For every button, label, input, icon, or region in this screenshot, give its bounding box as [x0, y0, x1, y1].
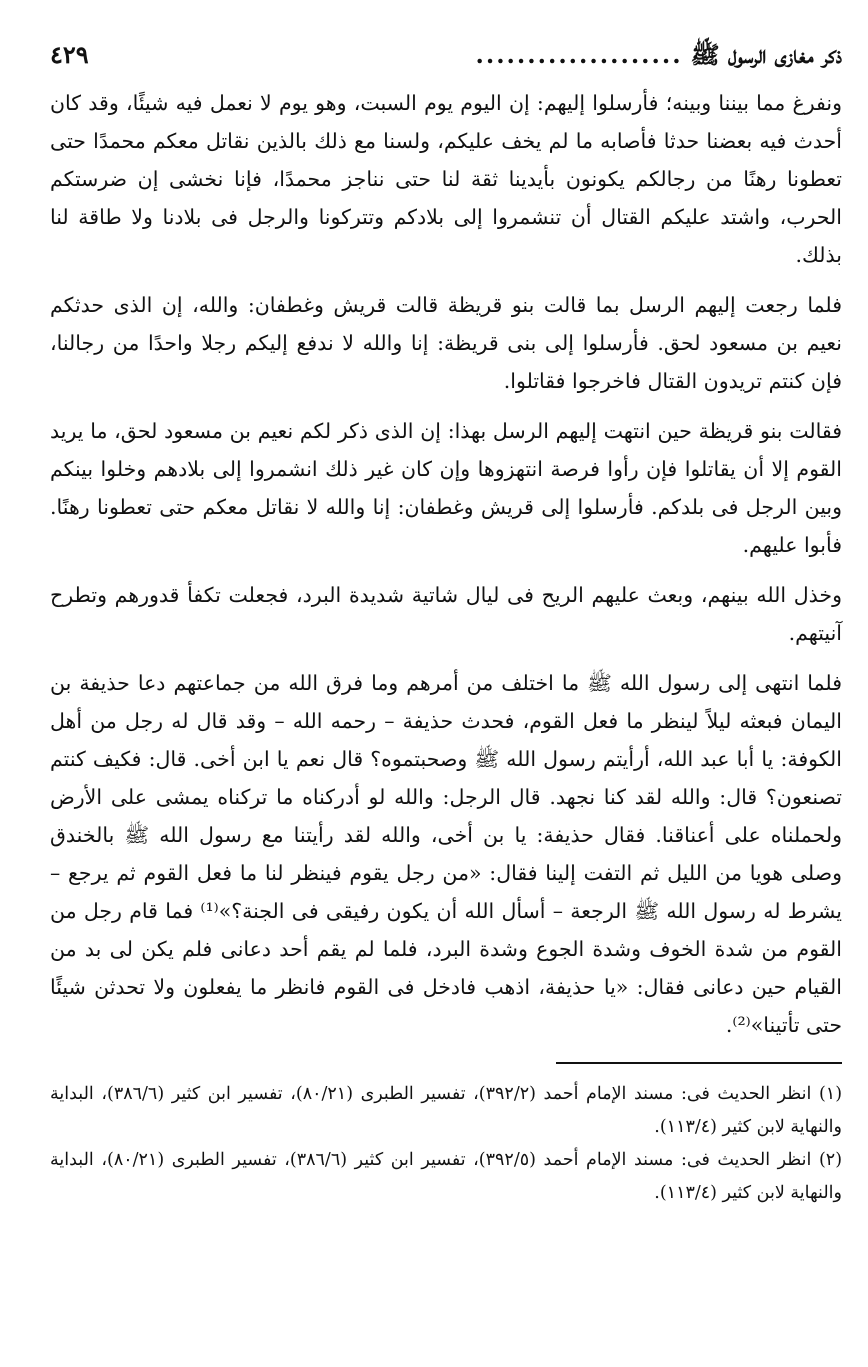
paragraph: ونفرغ مما بيننا وبينه؛ فأرسلوا إليهم: إن اليوم يوم السبت، وهو يوم لا نعمل فيه شيئًا، وقد كان أحدث فيه بعضنا حدثا فأصابه ما لم يخف عليكم، ولسنا مع ذلك بالذين نقاتل معكم محمدًا حتى تعطونا رهنًا من رجالكم يكونون بأيدينا ثقة لنا حتى نناجز محمدًا، فإنا نخشى إن ضرستكم الحرب، واشتد عليكم القتال أن تنشمروا إلى بلادكم وتتركونا والرجل فى بلادنا ولا طاقة لنا بذلك. — [50, 91, 842, 267]
running-title: ذكر مغازى الرسول ﷺ — [690, 40, 842, 69]
paragraph: فلما انتهى إلى رسول الله ﷺ ما اختلف من أمرهم وما فرق الله من جماعتهم دعا حذيفة بن اليمان فبعثه ليلاً لينظر ما فعل القوم، فحدث حذيفة – رحمه الله – وقد قال له رجل من أهل الكوفة: يا أبا عبد الله، أرأيتم رسول الله ﷺ وصحبتموه؟ قال نعم يا ابن أخى. قال: فكيف كنتم تصنعون؟ قال: والله لقد كنا نجهد. قال الرجل: والله لو أدركناه ما تركناه يمشى على الأرض ولحملناه على أعناقنا. فقال حذيفة: يا بن أخى، والله لقد رأيتنا مع رسول الله ﷺ بالخندق وصلى هويا من الليل ثم التفت إلينا فقال: «من رجل يقوم فينظر لنا ما فعل القوم ثم يرجع – يشرط له رسول الله ﷺ الرجعة – أسأل الله أن يكون رفيقى فى الجنة؟»⁽¹⁾ فما قام رجل من القوم من شدة الخوف وشدة الجوع وشدة البرد، فلما لم يقم أحد دعانى فلم يكن لى بد من القيام حين دعانى فقال: «يا حذيفة، اذهب فادخل فى القوم فانظر ما يفعلون ولا تحدثن شيئًا حتى تأتينا»⁽²⁾. — [50, 671, 842, 1037]
main-text — [50, 84, 842, 1044]
leader-dots: .................... — [475, 40, 683, 69]
footnote: (١) انظر الحديث فى: مسند الإمام أحمد (٣٩٢/٢)، تفسير الطبرى (٨٠/٢١)، تفسير ابن كثير (٣٨٦/٦)، البداية والنهاية لابن كثير (١١٣/٤). — [50, 1084, 843, 1137]
paragraph: فلما رجعت إليهم الرسل بما قالت بنو قريظة قالت قريش وغطفان: والله، إن الذى حدثكم نعيم بن مسعود لحق. فأرسلوا إلى بنى قريظة: إنا والله لا ندفع إليكم رجلا واحدًا من رجالنا، فإن كنتم تريدون القتال فاخرجوا فقاتلوا. — [50, 293, 842, 393]
running-header — [50, 40, 842, 84]
footnote: (٢) انظر الحديث فى: مسند الإمام أحمد (٣٩٢/٥)، تفسير ابن كثير (٣٨٦/٦)، تفسير الطبرى (٨٠/٢١)، البداية والنهاية لابن كثير (١١٣/٤). — [50, 1150, 843, 1203]
paragraph: فقالت بنو قريظة حين انتهت إليهم الرسل بهذا: إن الذى ذكر لكم نعيم بن مسعود لحق، ما يريد القوم إلا أن يقاتلوا فإن رأوا فرصة انتهزوها وإن كان غير ذلك انشمروا إلى بلادهم وخلوا بينكم وبين الرجل فى بلدكم. فأرسلوا إلى قريش وغطفان: إنا والله لا نقاتل معكم حتى تعطونا رهنًا. فأبوا عليهم. — [50, 419, 842, 557]
page-number: ٤٢٩ — [50, 40, 89, 69]
footnote-divider — [556, 1062, 842, 1064]
footnotes — [50, 1078, 842, 1210]
paragraph: وخذل الله بينهم، وبعث عليهم الريح فى ليال شاتية شديدة البرد، فجعلت تكفأ قدورهم وتطرح آنيتهم. — [50, 583, 842, 645]
